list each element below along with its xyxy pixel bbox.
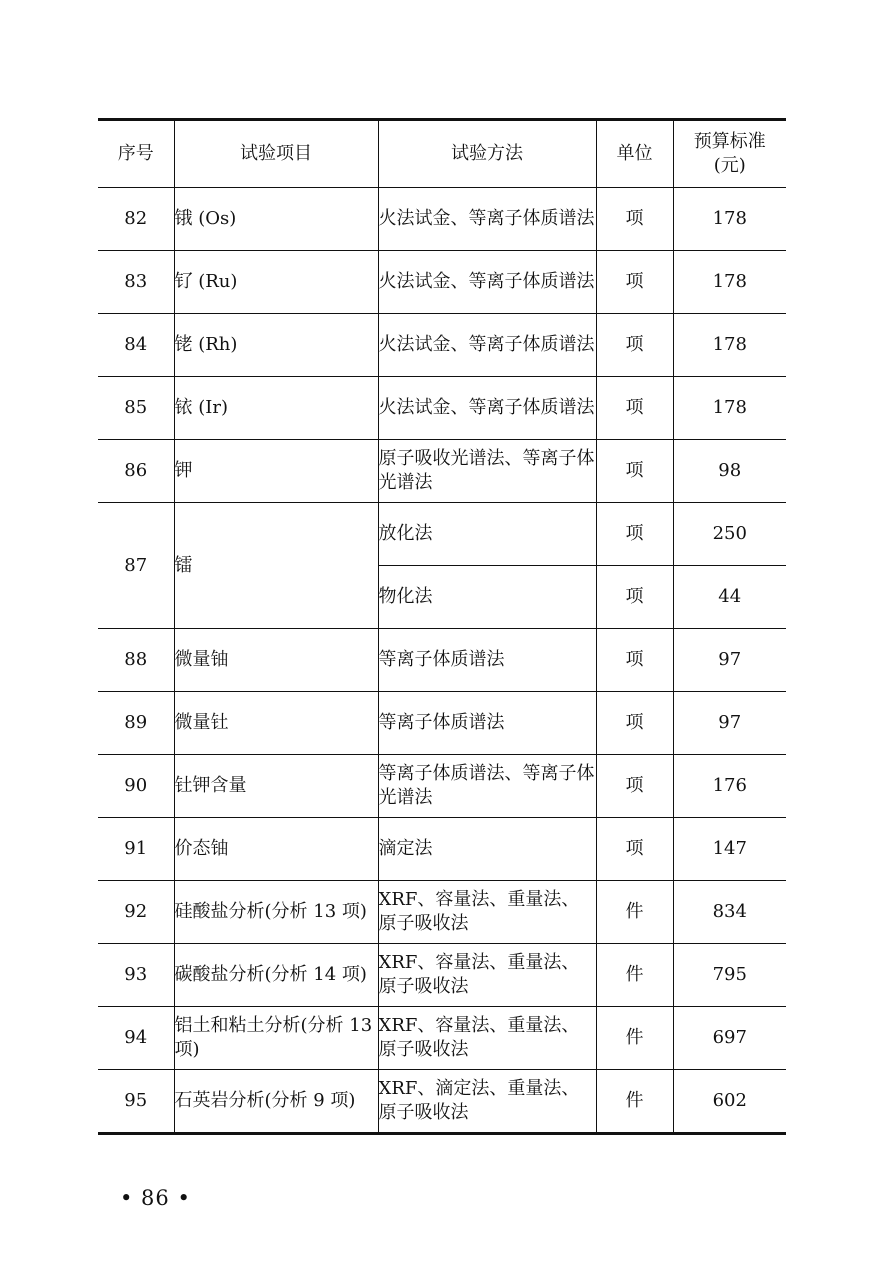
cell-unit: 项 <box>596 629 673 692</box>
cell-item: 石英岩分析(分析 9 项) <box>174 1070 378 1134</box>
cell-price: 834 <box>673 881 786 944</box>
table-row <box>98 503 786 566</box>
table-row <box>98 1070 786 1134</box>
table-row <box>98 314 786 377</box>
cell-seq: 94 <box>98 1007 174 1070</box>
header-unit: 单位 <box>596 120 673 188</box>
cell-method: 滴定法 <box>378 818 596 881</box>
cell-unit: 项 <box>596 440 673 503</box>
cell-method: 等离子体质谱法 <box>378 629 596 692</box>
cell-item: 铝土和粘土分析(分析 13 项) <box>174 1007 378 1070</box>
cell-price: 795 <box>673 944 786 1007</box>
cell-price: 44 <box>673 566 786 629</box>
cell-method: XRF、滴定法、重量法、原子吸收法 <box>378 1070 596 1134</box>
cell-method: 等离子体质谱法、等离子体光谱法 <box>378 755 596 818</box>
cell-method: XRF、容量法、重量法、原子吸收法 <box>378 1007 596 1070</box>
cell-seq: 86 <box>98 440 174 503</box>
header-price-line1: 预算标准 <box>693 131 766 152</box>
cell-unit: 项 <box>596 566 673 629</box>
cell-item: 钌 (Ru) <box>174 251 378 314</box>
cell-method: 火法试金、等离子体质谱法 <box>378 377 596 440</box>
table-row <box>98 251 786 314</box>
cell-method: 火法试金、等离子体质谱法 <box>378 251 596 314</box>
cell-unit: 件 <box>596 944 673 1007</box>
cell-price: 602 <box>673 1070 786 1134</box>
cell-price: 697 <box>673 1007 786 1070</box>
cell-item: 碳酸盐分析(分析 14 项) <box>174 944 378 1007</box>
cell-unit: 件 <box>596 1007 673 1070</box>
cell-unit: 项 <box>596 818 673 881</box>
cell-seq: 89 <box>98 692 174 755</box>
cell-price: 178 <box>673 377 786 440</box>
table-row <box>98 377 786 440</box>
header-row <box>98 120 786 188</box>
cell-unit: 项 <box>596 692 673 755</box>
table-body <box>98 188 786 1134</box>
header-seq: 序号 <box>98 120 174 188</box>
cell-unit: 项 <box>596 377 673 440</box>
table-row <box>98 818 786 881</box>
cell-item: 微量铀 <box>174 629 378 692</box>
header-price-line2: (元) <box>713 155 746 176</box>
table-row <box>98 881 786 944</box>
header-method: 试验方法 <box>378 120 596 188</box>
cell-item: 钾 <box>174 440 378 503</box>
budget-table <box>98 118 786 1135</box>
cell-method: 物化法 <box>378 566 596 629</box>
cell-unit: 件 <box>596 881 673 944</box>
cell-seq: 90 <box>98 755 174 818</box>
table-row <box>98 188 786 251</box>
cell-price: 176 <box>673 755 786 818</box>
cell-seq: 84 <box>98 314 174 377</box>
cell-item: 硅酸盐分析(分析 13 项) <box>174 881 378 944</box>
table-row <box>98 440 786 503</box>
cell-price: 178 <box>673 251 786 314</box>
cell-seq: 85 <box>98 377 174 440</box>
cell-method: 火法试金、等离子体质谱法 <box>378 314 596 377</box>
cell-unit: 项 <box>596 314 673 377</box>
cell-item: 钍钾含量 <box>174 755 378 818</box>
table-row <box>98 629 786 692</box>
cell-seq: 88 <box>98 629 174 692</box>
cell-unit: 项 <box>596 755 673 818</box>
table-header <box>98 120 786 188</box>
table-row <box>98 692 786 755</box>
cell-unit: 件 <box>596 1070 673 1134</box>
cell-price: 178 <box>673 314 786 377</box>
table-row <box>98 1007 786 1070</box>
cell-item: 镭 <box>174 503 378 629</box>
cell-item: 微量钍 <box>174 692 378 755</box>
cell-unit: 项 <box>596 188 673 251</box>
header-item: 试验项目 <box>174 120 378 188</box>
cell-seq: 93 <box>98 944 174 1007</box>
table-row <box>98 944 786 1007</box>
cell-price: 178 <box>673 188 786 251</box>
cell-item: 铱 (Ir) <box>174 377 378 440</box>
cell-method: 等离子体质谱法 <box>378 692 596 755</box>
cell-method: 火法试金、等离子体质谱法 <box>378 188 596 251</box>
cell-price: 97 <box>673 692 786 755</box>
cell-method: 放化法 <box>378 503 596 566</box>
table-row <box>98 755 786 818</box>
cell-method: XRF、容量法、重量法、原子吸收法 <box>378 881 596 944</box>
cell-seq: 83 <box>98 251 174 314</box>
page-number: • 86 • <box>120 1186 191 1210</box>
cell-price: 98 <box>673 440 786 503</box>
header-price <box>673 120 786 188</box>
cell-method: 原子吸收光谱法、等离子体光谱法 <box>378 440 596 503</box>
cell-price: 250 <box>673 503 786 566</box>
cell-unit: 项 <box>596 503 673 566</box>
cell-seq: 95 <box>98 1070 174 1134</box>
cell-price: 97 <box>673 629 786 692</box>
cell-seq: 92 <box>98 881 174 944</box>
cell-seq: 91 <box>98 818 174 881</box>
cell-method: XRF、容量法、重量法、原子吸收法 <box>378 944 596 1007</box>
cell-item: 铑 (Rh) <box>174 314 378 377</box>
cell-unit: 项 <box>596 251 673 314</box>
cell-seq: 82 <box>98 188 174 251</box>
cell-price: 147 <box>673 818 786 881</box>
cell-item: 锇 (Os) <box>174 188 378 251</box>
cell-item: 价态铀 <box>174 818 378 881</box>
cell-seq: 87 <box>98 503 174 629</box>
